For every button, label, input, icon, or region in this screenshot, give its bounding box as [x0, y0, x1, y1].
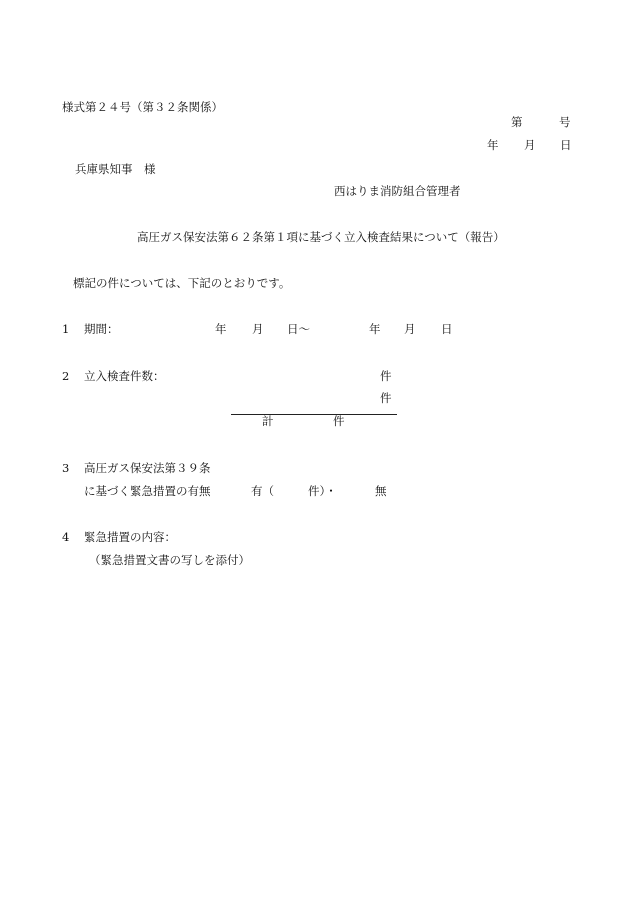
- item2-number: 2: [62, 369, 70, 383]
- item3-no: 無: [375, 484, 387, 498]
- item3-label-line2: に基づく緊急措置の有無: [84, 484, 211, 498]
- total-rule: [231, 414, 397, 415]
- doc-number-go: 号: [559, 115, 571, 129]
- date-day: 日: [560, 138, 572, 152]
- intro-text: 標記の件については、下記のとおりです。: [73, 276, 291, 290]
- item1-start-year: 年: [215, 322, 227, 336]
- item2-label: 立入検査件数：: [84, 369, 165, 383]
- item2-unit-1: 件: [380, 369, 392, 383]
- date-year: 年: [487, 138, 499, 152]
- item1-end-year: 年: [369, 322, 381, 336]
- item4-number: 4: [62, 530, 70, 544]
- item4-note: （緊急措置文書の写しを添付）: [89, 553, 250, 567]
- item1-start-month: 月: [252, 322, 264, 336]
- item1-start-day: 日～: [287, 322, 310, 336]
- item2-total-label: 計: [262, 414, 274, 428]
- item4-label: 緊急措置の内容：: [84, 530, 176, 544]
- document-title: 高圧ガス保安法第６２条第１項に基づく立入検査結果について（報告）: [137, 230, 505, 244]
- item3-label-line1: 高圧ガス保安法第３９条: [84, 461, 211, 475]
- item1-end-day: 日: [441, 322, 453, 336]
- item1-number: 1: [62, 322, 70, 336]
- date-month: 月: [524, 138, 536, 152]
- doc-number-dai: 第: [511, 115, 523, 129]
- item2-total-unit: 件: [333, 414, 345, 428]
- sender: 西はりま消防組合管理者: [334, 184, 461, 198]
- addressee: 兵庫県知事 様: [75, 162, 156, 176]
- form-label: 様式第２４号（第３２条関係）: [62, 100, 223, 114]
- item2-unit-2: 件: [380, 391, 392, 405]
- item3-yes-count: 件）・: [308, 484, 337, 498]
- item1-label: 期間：: [84, 322, 119, 336]
- item1-end-month: 月: [404, 322, 416, 336]
- item3-yes: 有（: [251, 484, 274, 498]
- item3-number: 3: [62, 461, 70, 475]
